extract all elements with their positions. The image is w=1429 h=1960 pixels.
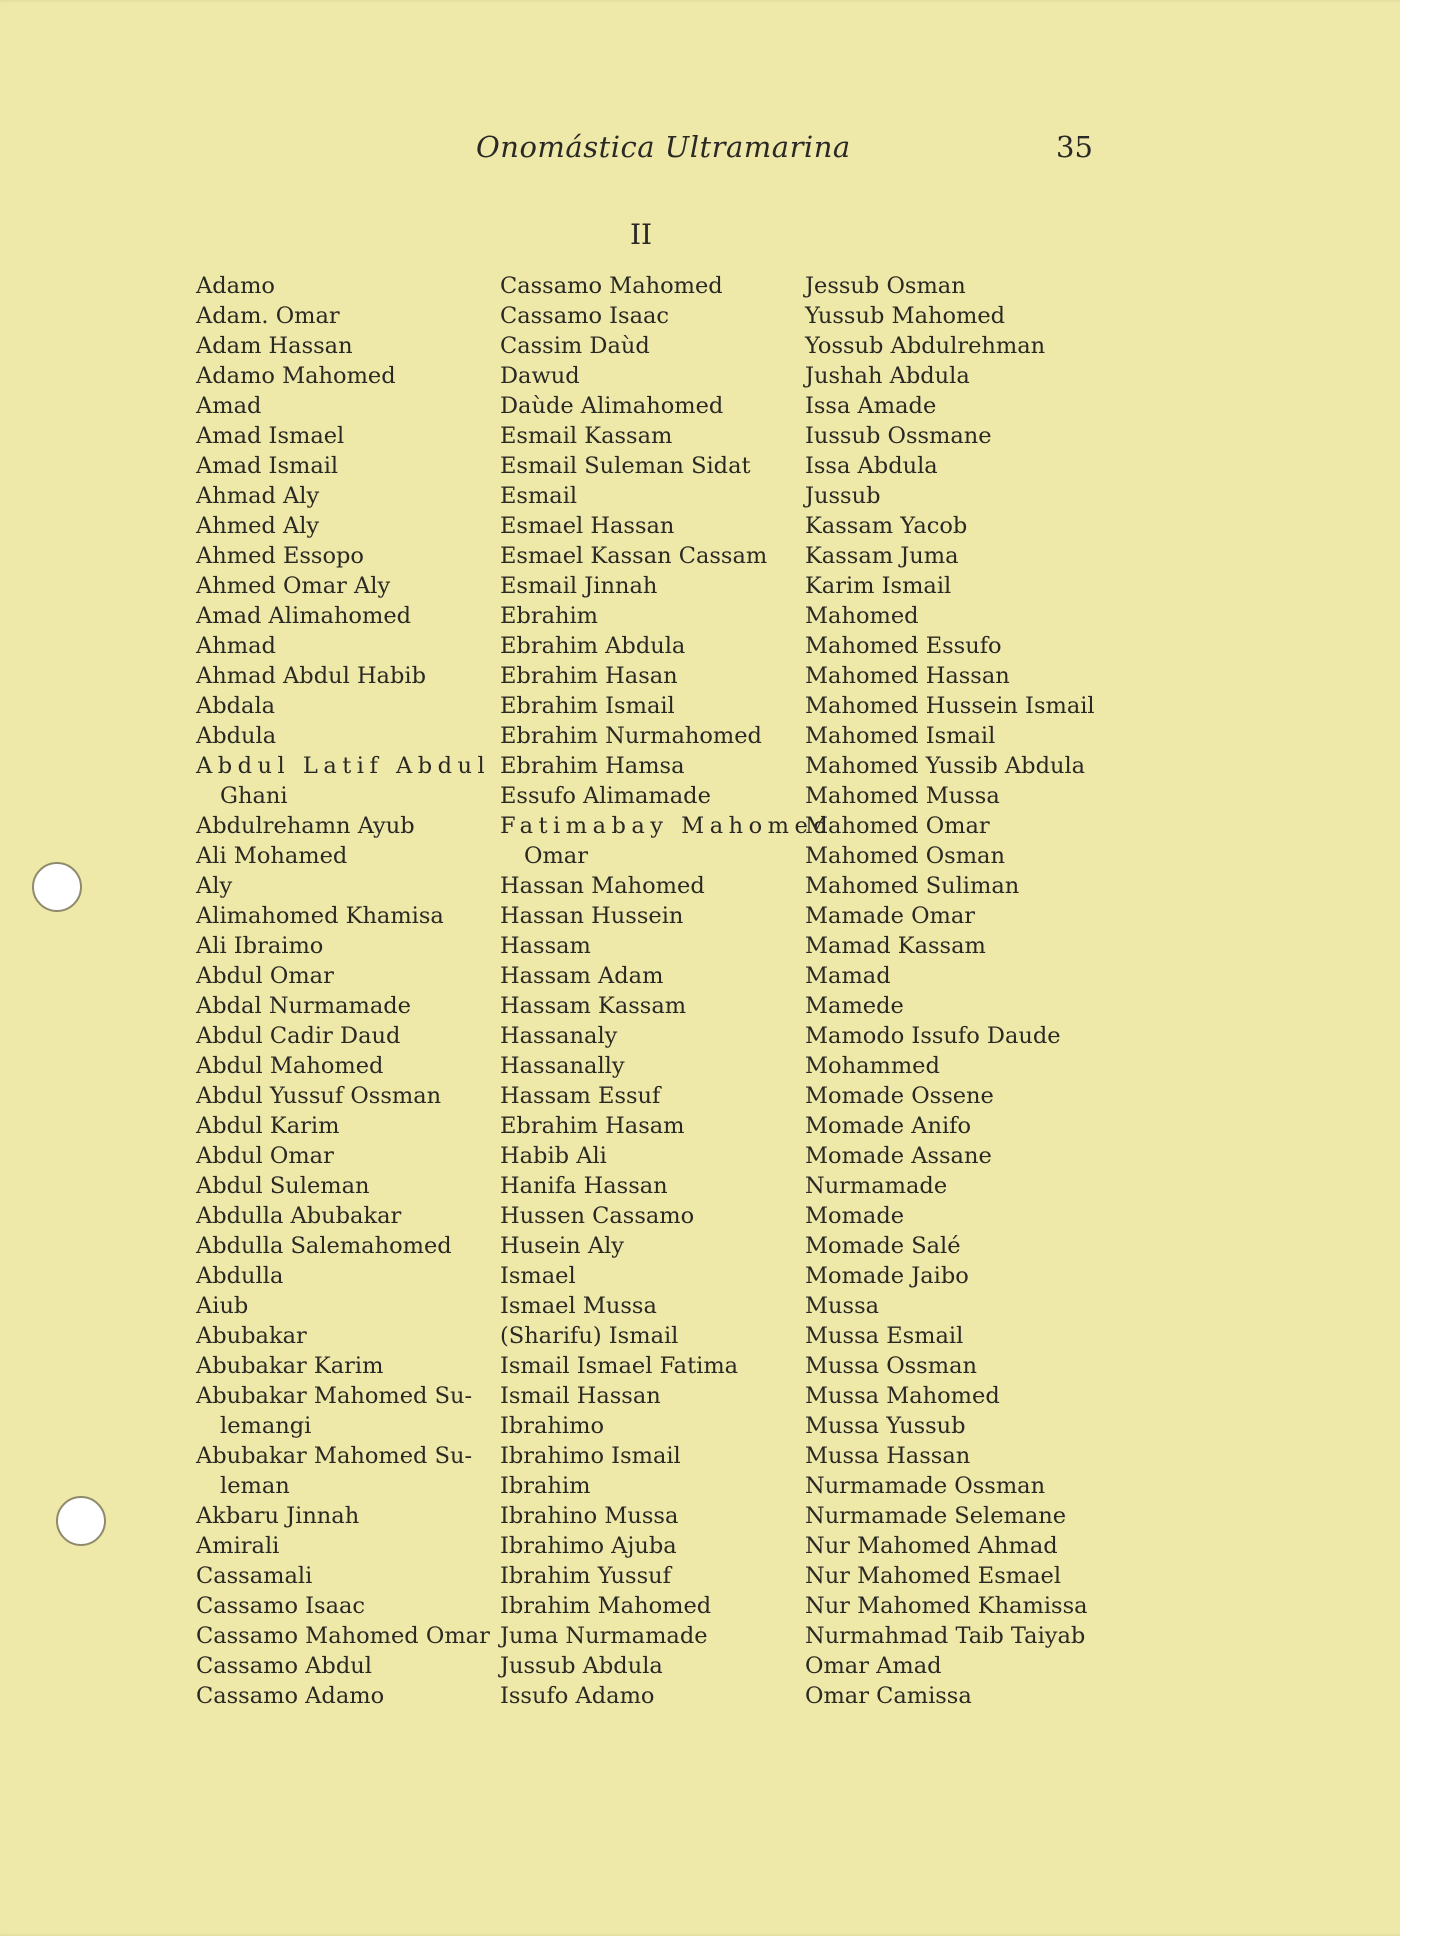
name-entry: Ebrahim Abdula: [500, 633, 686, 659]
name-entry: leman: [220, 1473, 290, 1499]
name-entry: Ibrahimo: [500, 1413, 605, 1439]
name-entry: Abdala: [196, 693, 276, 719]
name-entry: Issufo Adamo: [500, 1683, 655, 1709]
name-entry: Momade Ossene: [805, 1083, 994, 1109]
name-entry: Ismail Ismael Fatima: [500, 1353, 739, 1379]
scan-margin-bottom: [0, 1936, 1429, 1960]
name-entry: Cassamo Isaac: [196, 1593, 366, 1619]
section-number: II: [630, 218, 653, 251]
name-entry: Ismael: [500, 1263, 576, 1289]
name-entry: Abdul Yussuf Ossman: [196, 1083, 442, 1109]
name-entry: Aly: [196, 873, 233, 899]
name-entry: Hassanaly: [500, 1023, 618, 1049]
name-entry: Momade Salé: [805, 1233, 961, 1259]
name-entry: Ibrahino Mussa: [500, 1503, 679, 1529]
name-entry: Cassamo Adamo: [196, 1683, 385, 1709]
name-entry: Abdul Suleman: [196, 1173, 370, 1199]
name-entry: Abdul Mahomed: [196, 1053, 384, 1079]
name-entry: Ibrahimo Ismail: [500, 1443, 681, 1469]
name-entry: Amad Ismael: [196, 423, 345, 449]
name-entry: Husein Aly: [500, 1233, 624, 1259]
name-entry: Mahomed Yussib Abdula: [805, 753, 1086, 779]
name-entry: Hassan Hussein: [500, 903, 684, 929]
name-entry: Ahmad: [196, 633, 276, 659]
name-entry: Mohammed: [805, 1053, 940, 1079]
name-entry: Mahomed Omar: [805, 813, 990, 839]
name-entry: Jussub Abdula: [500, 1653, 663, 1679]
name-entry: Abubakar Karim: [196, 1353, 384, 1379]
name-entry: Issa Abdula: [805, 453, 938, 479]
name-entry: Momade Jaibo: [805, 1263, 969, 1289]
name-entry: Cassamo Mahomed: [500, 273, 723, 299]
name-entry: Esmael Hassan: [500, 513, 675, 539]
name-entry: Jussub: [805, 483, 881, 509]
page-number: 35: [1056, 130, 1093, 164]
name-entry: Essufo Alimamade: [500, 783, 711, 809]
name-entry: Cassamo Abdul: [196, 1653, 372, 1679]
name-entry: Abubakar Mahomed Su-: [196, 1443, 473, 1469]
name-entry: Yussub Mahomed: [805, 303, 1006, 329]
name-entry: Nur Mahomed Khamissa: [805, 1593, 1088, 1619]
name-entry: Esmail: [500, 483, 578, 509]
name-entry: Abdal Nurmamade: [196, 993, 411, 1019]
name-entry: Hassam Kassam: [500, 993, 687, 1019]
name-entry: Iussub Ossmane: [805, 423, 992, 449]
name-entry: Akbaru Jinnah: [196, 1503, 360, 1529]
binder-hole-icon: [56, 1496, 106, 1546]
name-entry: Ghani: [220, 783, 288, 809]
name-entry: Mamodo Issufo Daude: [805, 1023, 1061, 1049]
name-entry: Adam. Omar: [196, 303, 340, 329]
name-entry: Hassan Mahomed: [500, 873, 705, 899]
name-entry: Adam Hassan: [196, 333, 353, 359]
name-entry: Mussa Ossman: [805, 1353, 977, 1379]
name-entry: Yossub Abdulrehman: [805, 333, 1046, 359]
name-entry: Ahmed Omar Aly: [196, 573, 391, 599]
name-entry: Hassam Adam: [500, 963, 664, 989]
name-entry: Cassamo Mahomed Omar: [196, 1623, 490, 1649]
name-entry: Cassamali: [196, 1563, 313, 1589]
name-entry: Ahmad Abdul Habib: [196, 663, 426, 689]
name-entry: Momade Assane: [805, 1143, 992, 1169]
name-entry: Ebrahim Hasam: [500, 1113, 685, 1139]
name-entry: Mahomed Suliman: [805, 873, 1020, 899]
name-entry: Mussa Esmail: [805, 1323, 964, 1349]
name-entry: Esmael Kassan Cassam: [500, 543, 768, 569]
name-entry: Ibrahimo Ajuba: [500, 1533, 677, 1559]
name-entry: Abdulla: [196, 1263, 284, 1289]
name-column-3: [805, 271, 1125, 1711]
name-entry: Abdula: [196, 723, 277, 749]
name-entry: Abdul Latif Abdul: [196, 753, 491, 779]
name-entry: Abubakar Mahomed Su-: [196, 1383, 473, 1409]
name-entry: Issa Amade: [805, 393, 937, 419]
name-column-1: [196, 271, 491, 1711]
name-entry: Adamo: [196, 273, 275, 299]
name-entry: Hassanally: [500, 1053, 625, 1079]
name-entry: Nurmamade Selemane: [805, 1503, 1067, 1529]
name-entry: Ahmed Aly: [196, 513, 320, 539]
name-entry: Ebrahim: [500, 603, 599, 629]
name-entry: Hanifa Hassan: [500, 1173, 668, 1199]
name-entry: Ebrahim Nurmahomed: [500, 723, 762, 749]
name-entry: Ismael Mussa: [500, 1293, 657, 1319]
name-entry: Mahomed Mussa: [805, 783, 1000, 809]
name-entry: Mahomed Hassan: [805, 663, 1010, 689]
name-entry: Mamede: [805, 993, 904, 1019]
name-entry: Mussa: [805, 1293, 880, 1319]
name-entry: Nurmahmad Taib Taiyab: [805, 1623, 1086, 1649]
name-entry: Mamad Kassam: [805, 933, 986, 959]
name-entry: Esmail Jinnah: [500, 573, 658, 599]
name-entry: Nur Mahomed Ahmad: [805, 1533, 1058, 1559]
name-entry: Daùde Alimahomed: [500, 393, 724, 419]
name-column-2: [500, 271, 834, 1711]
name-entry: Ismail Hassan: [500, 1383, 661, 1409]
name-entry: Adamo Mahomed: [196, 363, 396, 389]
name-entry: Ali Mohamed: [196, 843, 348, 869]
name-entry: Mussa Yussub: [805, 1413, 966, 1439]
name-entry: Abdul Omar: [196, 1143, 334, 1169]
name-entry: Mahomed Ismail: [805, 723, 996, 749]
name-entry: Jessub Osman: [805, 273, 966, 299]
name-entry: Mahomed: [805, 603, 919, 629]
name-entry: (Sharifu) Ismail: [500, 1323, 679, 1349]
name-entry: Amad Alimahomed: [196, 603, 412, 629]
name-entry: Abdulla Salemahomed: [196, 1233, 452, 1259]
name-entry: Ebrahim Hasan: [500, 663, 678, 689]
name-entry: Abdul Cadir Daud: [196, 1023, 401, 1049]
name-entry: Abdul Karim: [196, 1113, 340, 1139]
name-entry: Nur Mahomed Esmael: [805, 1563, 1062, 1589]
name-entry: Momade: [805, 1203, 905, 1229]
name-entry: Karim Ismail: [805, 573, 952, 599]
name-entry: Mahomed Hussein Ismail: [805, 693, 1095, 719]
name-entry: Nurmamade Ossman: [805, 1473, 1046, 1499]
name-entry: Mussa Mahomed: [805, 1383, 1000, 1409]
name-entry: Amad Ismail: [196, 453, 339, 479]
name-entry: Juma Nurmamade: [500, 1623, 708, 1649]
name-entry: Mamad: [805, 963, 891, 989]
name-entry: Amirali: [196, 1533, 280, 1559]
name-entry: Dawud: [500, 363, 580, 389]
name-entry: Abubakar: [196, 1323, 307, 1349]
name-entry: Omar Camissa: [805, 1683, 972, 1709]
name-entry: Esmail Suleman Sidat: [500, 453, 751, 479]
name-entry: Cassamo Isaac: [500, 303, 670, 329]
name-entry: Cassim Daùd: [500, 333, 650, 359]
name-entry: Hussen Cassamo: [500, 1203, 695, 1229]
name-entry: Abdulla Abubakar: [196, 1203, 402, 1229]
name-entry: Ibrahim Yussuf: [500, 1563, 671, 1589]
name-entry: Mahomed Osman: [805, 843, 1005, 869]
name-entry: Kassam Yacob: [805, 513, 968, 539]
running-title: Onomástica Ultramarina: [476, 130, 851, 164]
name-entry: Hassam Essuf: [500, 1083, 661, 1109]
name-entry: Ahmad Aly: [196, 483, 320, 509]
name-entry: Jushah Abdula: [805, 363, 970, 389]
name-entry: Abdul Omar: [196, 963, 334, 989]
name-entry: Fatimabay Mahomed: [500, 813, 834, 839]
scan-margin-right: [1400, 0, 1429, 1960]
name-entry: Nurmamade: [805, 1173, 948, 1199]
name-entry: Omar: [524, 843, 588, 869]
name-entry: Esmail Kassam: [500, 423, 673, 449]
name-entry: Ebrahim Hamsa: [500, 753, 685, 779]
name-entry: Kassam Juma: [805, 543, 959, 569]
name-entry: Ebrahim Ismail: [500, 693, 675, 719]
name-entry: Amad: [196, 393, 262, 419]
name-entry: Abdulrehamn Ayub: [196, 813, 415, 839]
name-entry: Mahomed Essufo: [805, 633, 1002, 659]
name-entry: Alimahomed Khamisa: [196, 903, 444, 929]
name-entry: Omar Amad: [805, 1653, 942, 1679]
name-entry: Ibrahim: [500, 1473, 591, 1499]
name-entry: Momade Anifo: [805, 1113, 972, 1139]
binder-hole-icon: [32, 862, 82, 912]
name-entry: Ali Ibraimo: [196, 933, 324, 959]
name-entry: Habib Ali: [500, 1143, 607, 1169]
name-entry: Ahmed Essopo: [196, 543, 364, 569]
name-entry: Aiub: [196, 1293, 249, 1319]
name-entry: Ibrahim Mahomed: [500, 1593, 712, 1619]
name-entry: Hassam: [500, 933, 591, 959]
name-entry: Mamade Omar: [805, 903, 976, 929]
name-entry: Mussa Hassan: [805, 1443, 971, 1469]
name-entry: lemangi: [220, 1413, 312, 1439]
